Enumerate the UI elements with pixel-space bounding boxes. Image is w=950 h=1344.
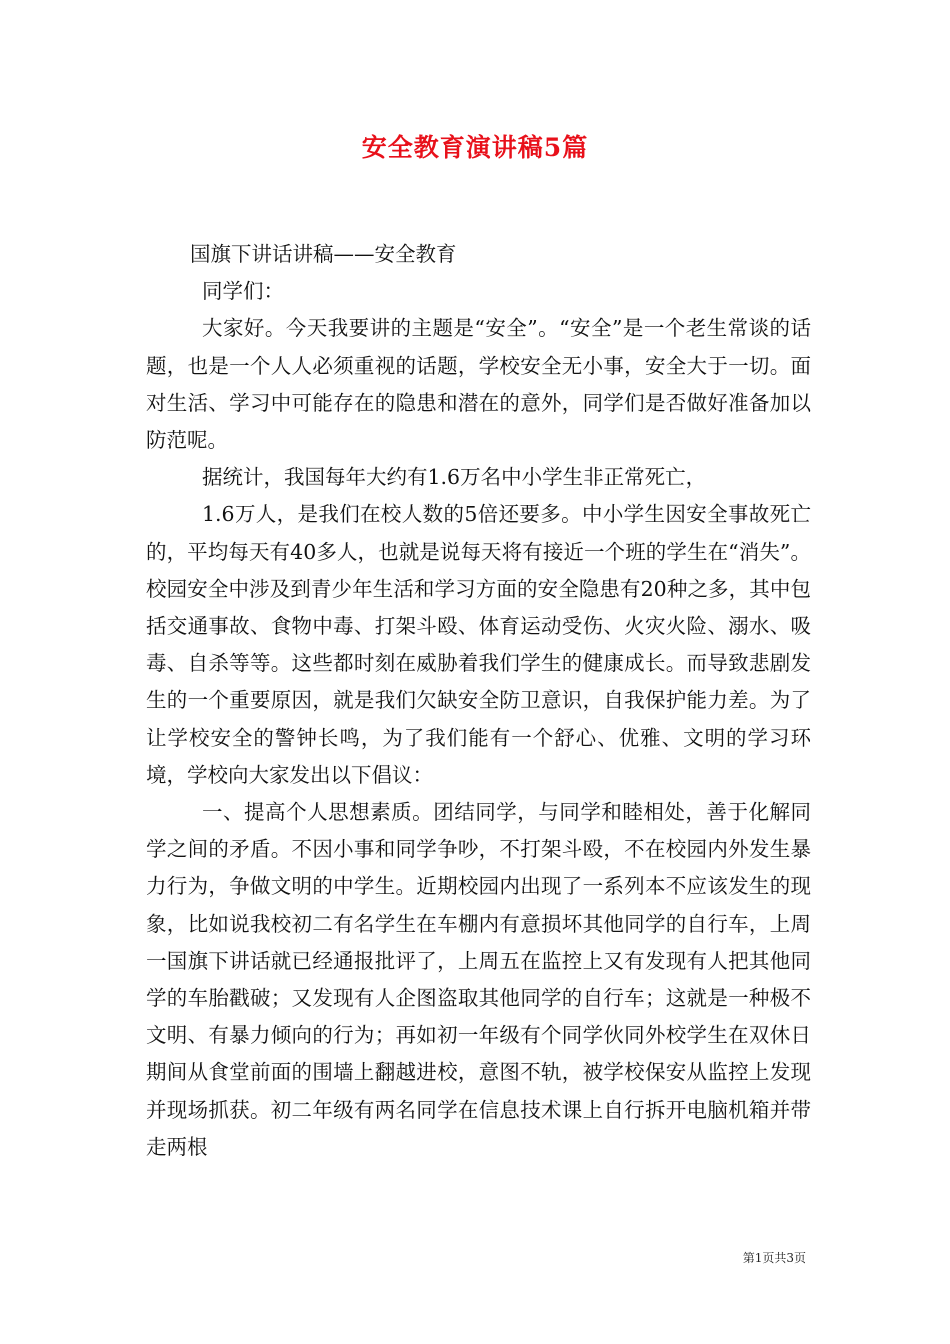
paragraph-intro: 大家好。今天我要讲的主题是“安全”。“安全”是一个老生常谈的话题，也是一个人人必须重视的话题，学校安全无小事，安全大于一切。面对生活、学习中可能存在的隐患和潜在的意外，同学们是否做好准备加以防范呢。 xyxy=(146,316,811,453)
page-number: 第1页共3页 xyxy=(742,1251,806,1265)
paragraph-statistics-detail: 1.6万人，是我们在校人数的5倍还要多。中小学生因安全事故死亡的，平均每天有40多人，也就是说每天将有接近一个班的学生在“消失”。校园安全中涉及到青少年生活和学习方面的安全隐患有20种之多，其中包括交通事故、食物中毒、打架斗殴、体育运动受伤、火灾火险、溺水、吸毒、自杀等等。这些都时刻在威胁着我们学生的健康成长。而导致悲剧发生的一个重要原因，就是我们欠缺安全防卫意识，自我保护能力差。为了让学校安全的警钟长鸣，为了我们能有一个舒心、优雅、文明的学习环境，学校向大家发出以下倡议： xyxy=(146,502,811,787)
paragraph-statistics: 据统计，我国每年大约有1.6万名中小学生非正常死亡， xyxy=(202,465,707,490)
speech-subtitle: 国旗下讲话讲稿——安全教育 xyxy=(190,242,457,266)
greeting: 同学们： xyxy=(202,279,284,304)
page-title: 安全教育演讲稿5篇 xyxy=(361,133,589,162)
document-body xyxy=(146,236,811,1166)
paragraph-proposal-one: 一、提高个人思想素质。团结同学，与同学和睦相处，善于化解同学之间的矛盾。不因小事和同学争吵，不打架斗殴，不在校园内外发生暴力行为，争做文明的中学生。近期校园内出现了一系列本不应该发生的现象，比如说我校初二有名学生在车棚内有意损坏其他同学的自行车，上周一国旗下讲话就已经通报批评了，上周五在监控上又有发现有人把其他同学的车胎戳破；又发现有人企图盗取其他同学的自行车；这就是一种极不文明、有暴力倾向的行为；再如初一年级有个同学伙同外校学生在双休日期间从食堂前面的围墙上翻越进校，意图不轨，被学校保安从监控上发现并现场抓获。初二年级有两名同学在信息技术课上自行拆开电脑机箱并带走两根 xyxy=(146,800,811,1159)
